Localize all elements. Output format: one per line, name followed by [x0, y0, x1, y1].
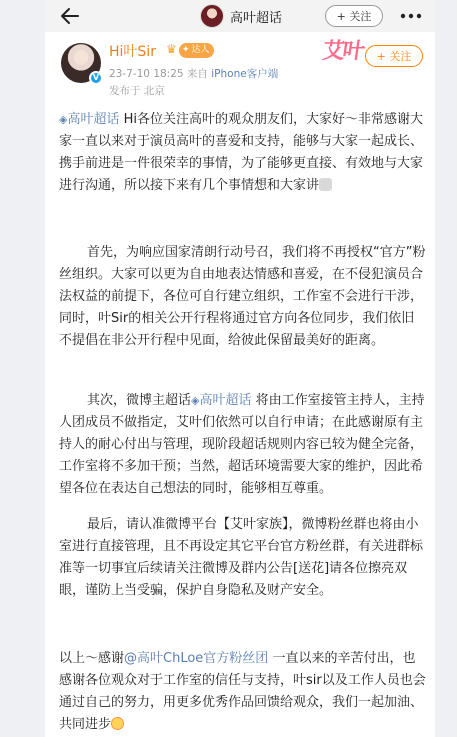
post-detail-screen: [45, 0, 435, 737]
crown-icon: ♛: [166, 42, 177, 56]
source-prefix: 来自: [186, 68, 208, 80]
supertopic-link[interactable]: [59, 112, 119, 127]
party-face-emoji-icon: [111, 717, 124, 730]
supertopic-name: 高叶超话: [230, 10, 283, 26]
supertopic-link-text: 高叶超话: [199, 393, 252, 408]
level-badge-label: 达人: [191, 45, 210, 55]
verified-icon: V: [89, 71, 103, 85]
post-paragraph-5: [59, 648, 427, 736]
medal-icon: ✦: [182, 45, 190, 55]
supertopic-title[interactable]: [200, 2, 282, 30]
arrow-left-icon[interactable]: [59, 5, 81, 27]
paragraph-1-text: Hi各位关注高叶的观众朋友们，大家好～非常感谢大家一直以来对于演员高叶的喜爱和支持，能够与大家一起成长、携手前进是一件很荣幸的事情，为了能够更直接、有效地与大家进行沟通，所以接下来有几个事情想和大家讲: [59, 112, 424, 193]
fan-tag-logo: 艾叶: [320, 39, 365, 64]
mention-link[interactable]: @高叶ChLoe官方粉丝团: [124, 651, 269, 666]
post-paragraph-3: [59, 390, 427, 500]
top-bar: [45, 0, 435, 32]
author-header: [45, 32, 435, 104]
post-paragraph-1: [59, 109, 427, 197]
fist-emoji-icon: [319, 178, 332, 191]
post-location: 发布于 北京: [109, 85, 165, 97]
paragraph-3-text-b: 将由工作室接管主持人，主持人团成员不做指定，艾叶们依然可以自行申请；在此感谢原有主持人的耐心付出与管理，现阶段超话规则内容已较为健全完备，工作室将不多加干预；当然，超话环境需要大家的维护，因此希望各位在表达自己想法的同时，能够相互尊重。: [59, 393, 425, 496]
post-timestamp: 23-7-10 18:25: [109, 68, 184, 80]
supertopic-link[interactable]: [191, 393, 251, 408]
paragraph-4-text: 最后，请认准微博平台【艾叶家族】，微博粉丝群也将由小室进行直接管理，且不再设定其它平台官方粉丝群，有关进群标准等一切事宜后续请关注微博及群内公告[送花]请各位擦亮双眼，谨防上当受骗，保护自身隐私及财产安全。: [59, 517, 424, 598]
follow-supertopic-button[interactable]: + 关注: [325, 5, 383, 27]
paragraph-2-text: 首先，为响应国家清朗行动号召，我们将不再授权“官方”粉丝组织。大家可以更为自由地表达情感和喜爱，在不侵犯演员合法权益的前提下，各位可自行建立组织，工作室不会进行干涉，同时，叶Sir的相关公开行程将通过官方向各位同步，我们依旧不提倡在非公开行程中见面，给彼此保留最美好的距离。: [59, 245, 426, 348]
post-paragraph-2: [59, 242, 427, 352]
level-badge: [179, 43, 214, 58]
source-client[interactable]: iPhone客户端: [211, 68, 279, 80]
post-paragraph-4: [59, 514, 427, 602]
diamond-topic-icon: ◈: [59, 113, 68, 126]
paragraph-3-text-a: 其次，微博主超话: [87, 393, 192, 408]
follow-user-button[interactable]: + 关注: [365, 45, 423, 67]
supertopic-link-text: 高叶超话: [67, 112, 120, 127]
diamond-topic-icon: ◈: [191, 394, 200, 407]
author-name[interactable]: Hi叶Sir: [109, 44, 156, 60]
more-dots-icon[interactable]: [399, 9, 423, 23]
paragraph-5-text-b: 一直以来的辛苦付出，也感谢各位观众对于工作室的信任与支持，叶sir以及工作人员也会通过自己的努力，用更多优秀作品回馈给观众，我们一起加油、共同进步: [59, 651, 426, 732]
paragraph-5-text-a: 以上～感谢: [59, 651, 125, 666]
post-meta: [109, 66, 278, 81]
supertopic-avatar: [200, 4, 224, 28]
